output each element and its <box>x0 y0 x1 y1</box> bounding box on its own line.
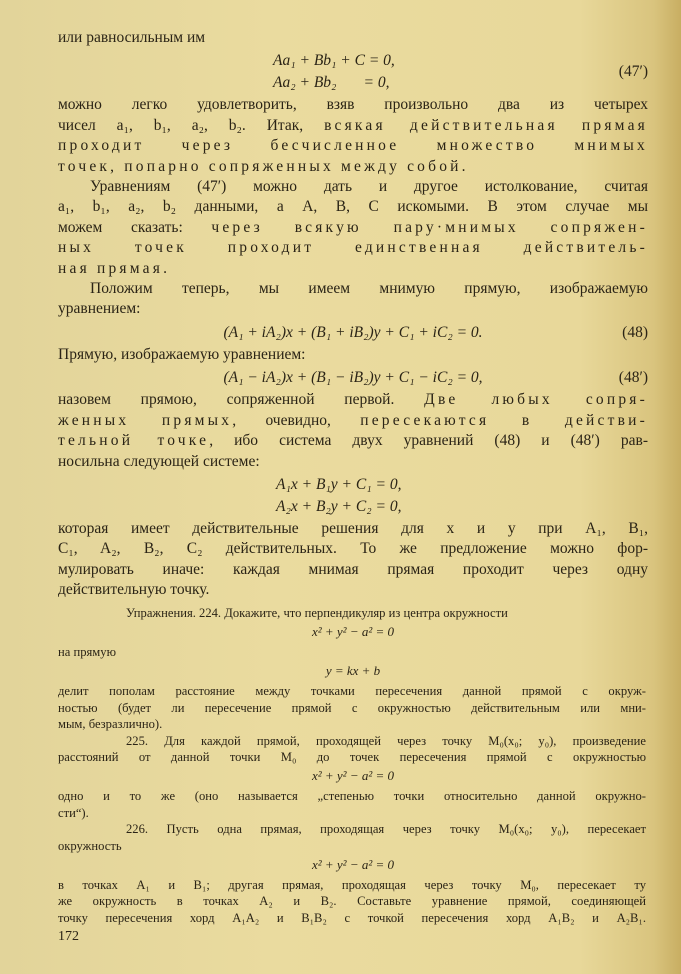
text-line <box>58 411 648 431</box>
equation-line: y = kx + b <box>325 663 381 679</box>
text-segment: ностью (будет ли пересечение прямой с окружностью действительным или мни- <box>58 700 646 715</box>
equation <box>58 50 648 94</box>
spaced-emphasis-text: через всякую пару·мнимых сопряжен- <box>211 218 648 236</box>
equation <box>58 474 648 518</box>
exercise-paragraph <box>58 877 646 926</box>
text-segment: можем сказать: <box>58 218 212 236</box>
text-line <box>58 197 648 217</box>
text-line <box>58 700 646 716</box>
equation-line: A₁x + B₁y + C₁ = 0, <box>276 475 402 493</box>
text-segment: 225. Для каждой прямой, проходящей через точку M₀(x₀; y₀), произведение <box>126 733 646 748</box>
text-segment: C₁, A₂, B₂, C₂ действительных. То же предложение можно фор- <box>58 540 648 558</box>
text-segment: точку пересечения хорд A₁A₂ и B₁B₂ с точкой пересечения хорд A₁B₂ и A₂B₁. <box>58 910 646 925</box>
equation-line: A₂x + B₂y + C₂ = 0, <box>276 497 402 515</box>
text-line <box>58 345 648 365</box>
spaced-emphasis-text: ных точек проходит единственная действитель- <box>58 239 648 257</box>
equation-number: (48) <box>622 323 648 341</box>
equation-line: (A₁ + iA₂)x + (B₁ + iB₂)y + C₁ + iC₂ = 0. <box>223 323 483 341</box>
text-segment: одно и то же (оно называется „степенью точки относительно данной окружно- <box>58 789 646 804</box>
exercise-paragraph <box>58 788 646 854</box>
exercise-paragraph <box>58 683 646 765</box>
equation-line: Aa₂ + Bb₂ = 0, <box>273 74 390 92</box>
equation <box>58 662 648 680</box>
text-segment: делит пополам расстояние между точками пересечения данной прямой с окруж- <box>58 684 646 699</box>
spaced-emphasis-text: Две любых сопря- <box>424 391 648 409</box>
text-segment: Упражнения. 224. Докажите, что перпендикуляр из центра окружности <box>126 605 508 620</box>
equation-line: (A₁ − iA₂)x + (B₁ − iB₂)y + C₁ − iC₂ = 0, <box>223 369 483 387</box>
spaced-emphasis-text: женных прямых <box>58 411 233 429</box>
text-line <box>58 788 646 804</box>
text-segment: , ибо система двух уравнений (48) и (48′) рав- <box>209 432 648 450</box>
text-segment: Положим теперь, мы имеем мнимую прямую, изображаемую <box>90 280 648 298</box>
spaced-emphasis-text: проходит через бесчисленное множество мнимых <box>58 137 648 155</box>
text-line <box>58 539 648 559</box>
equation-number: (47′) <box>618 63 648 81</box>
equation-line: x² + y² − a² = 0 <box>311 768 395 784</box>
text-segment: Уравнениям (47′) можно дать и другое истолкование, считая <box>90 178 648 196</box>
text-segment: носильна следующей системе: <box>58 452 260 470</box>
text-line <box>58 259 648 279</box>
text-line <box>58 749 646 765</box>
text-segment: уравнением: <box>58 300 141 318</box>
text-segment: a₁, b₁, a₂, b₂ данными, а A, B, C искомыми. В этом случае мы <box>58 198 648 216</box>
text-line <box>58 177 648 197</box>
text-line <box>58 644 646 660</box>
text-line <box>58 733 646 749</box>
book-page <box>58 28 648 946</box>
text-line <box>58 683 646 699</box>
text-segment: Прямую, изображаемую уравнением: <box>58 345 306 363</box>
text-line <box>58 390 648 410</box>
text-line <box>58 605 646 621</box>
text-line <box>58 805 646 821</box>
text-line <box>58 821 646 837</box>
text-line <box>58 279 648 299</box>
equation-line: x² + y² − a² = 0 <box>311 623 395 639</box>
text-segment: 226. Пусть одна прямая, проходящая через точку M₀(x₀; y₀), пересекает <box>126 822 646 837</box>
text-segment: мым, безразлично). <box>58 717 163 732</box>
text-line <box>58 238 648 258</box>
text-line <box>58 580 648 600</box>
text-line <box>58 157 648 177</box>
text-line <box>58 893 646 909</box>
book-page-text <box>58 28 648 926</box>
text-line <box>58 431 648 451</box>
equation-line: x² + y² − a² = 0 <box>311 857 395 872</box>
exercise-paragraph <box>58 605 646 621</box>
paragraph <box>58 28 648 48</box>
text-segment: на прямую <box>58 644 116 659</box>
spaced-emphasis-text: пересекаются в действи- <box>360 411 648 429</box>
text-line <box>58 560 648 580</box>
text-segment: назовем прямою, сопряженной первой. <box>58 391 425 409</box>
text-segment: сти“). <box>58 805 89 820</box>
equation <box>58 623 648 641</box>
text-line <box>58 519 648 539</box>
equation-line: Aa₁ + Bb₁ + C = 0, <box>273 52 395 70</box>
spaced-emphasis-text: ная прямая. <box>58 259 171 277</box>
text-segment: чисел a₁, b₁, a₂, b₂. Итак, <box>58 116 325 134</box>
paragraph <box>58 390 648 472</box>
paragraph <box>58 95 648 319</box>
spaced-emphasis-text: тельной точке <box>58 432 210 450</box>
equation <box>58 767 648 785</box>
text-line <box>58 838 646 854</box>
text-segment: действительную точку. <box>58 581 210 599</box>
text-line <box>58 716 646 732</box>
text-line <box>58 95 648 115</box>
text-line <box>58 136 648 156</box>
text-line <box>58 877 646 893</box>
spaced-emphasis-text: всякая действительная прямая <box>324 116 648 134</box>
text-line <box>58 218 648 238</box>
equation <box>58 856 648 874</box>
text-line <box>58 116 648 136</box>
paragraph <box>58 519 648 601</box>
text-segment: или равносильным им <box>58 29 206 46</box>
text-segment: окружность <box>58 838 122 853</box>
text-line <box>58 299 648 319</box>
spaced-emphasis-text: точек, попарно сопряженных между собой. <box>58 157 469 175</box>
text-segment: можно легко удовлетворить, взяв произвольно два из четырех <box>58 96 648 114</box>
equation <box>58 322 648 344</box>
equation <box>58 367 648 389</box>
page-number: 172 <box>58 929 79 945</box>
text-segment: же окружность в точках A₂ и B₂. Составьте уравнение прямой, соединяющей <box>58 894 646 909</box>
exercise-paragraph <box>58 644 646 660</box>
paragraph <box>58 345 648 365</box>
text-segment: которая имеет действительные решения для x и y при A₁, B₁, <box>58 519 648 537</box>
text-line <box>58 910 646 926</box>
equation-number: (48′) <box>618 369 648 387</box>
text-segment: в точках A₁ и B₁; другая прямая, проходящая через точку M₀, пересекает ту <box>58 878 646 892</box>
text-segment: расстояний от данной точки M₀ до точек пересечения прямой с окружностью <box>58 749 646 764</box>
text-line <box>58 28 648 48</box>
text-line <box>58 452 648 472</box>
text-segment: мулировать иначе: каждая мнимая прямая проходит через одну <box>58 560 648 578</box>
text-segment: , очевидно, <box>232 411 361 429</box>
